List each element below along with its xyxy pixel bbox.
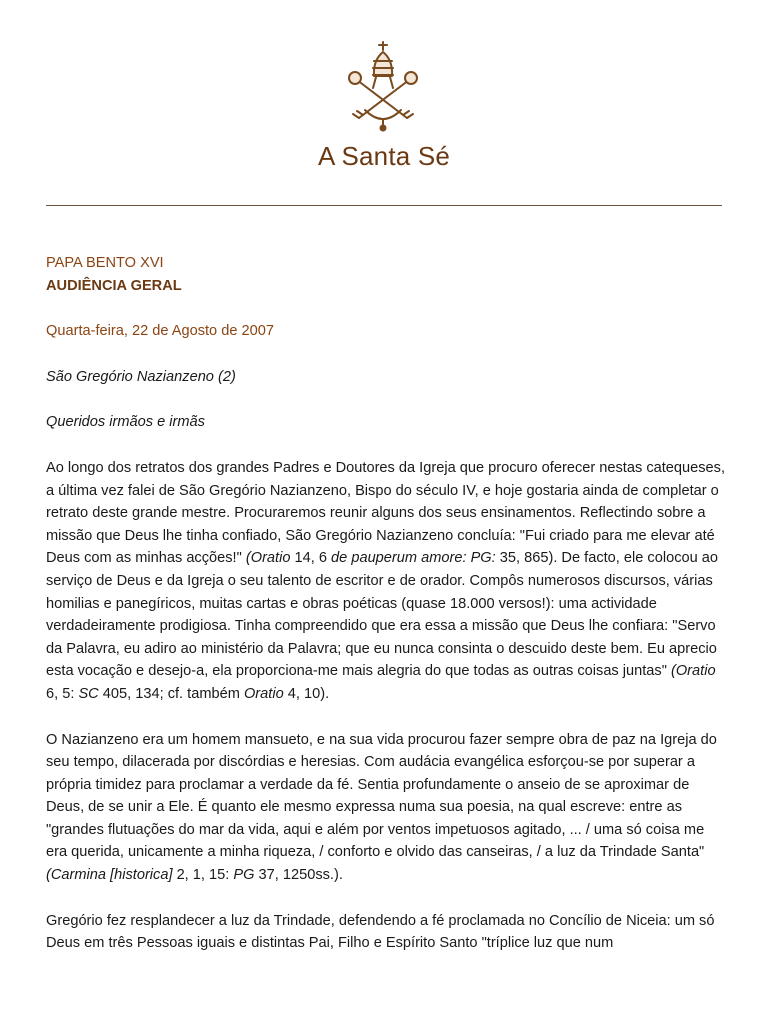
citation-italic: (Oratio [245,550,291,567]
citation-italic: PG [233,867,255,884]
citation-italic: (Carmina [historica] [46,867,173,884]
document-date: Quarta-feira, 22 de Agosto de 2007 [46,323,274,340]
citation-italic: SC [78,685,99,702]
document-subject: São Gregório Nazianzeno (2) [46,368,236,385]
site-title[interactable]: A Santa Sé [317,141,451,171]
papal-emblem-icon[interactable] [343,40,423,132]
citation-italic: de pauperum amore: PG: [331,550,496,567]
pope-name: PAPA BENTO XVI [46,255,164,271]
citation-italic: (Oratio [670,663,716,680]
header-divider [46,205,722,206]
citation-italic: Oratio [243,685,284,702]
paragraph-3: Gregório fez resplandecer a luz da Trindade, defendendo a fé proclamada no Concílio de Niceia: um só Deus em três Pessoas iguais e distintas Pai, Filho e Espírito Santo "tríplice luz que num [46,912,715,952]
paragraph-2: O Nazianzeno era um homem mansueto, e na sua vida procurou fazer sempre obra de paz na Igreja do seu tempo, dilacerada por discórdias e heresias. Com audácia evangélica esforçou-se por superar a própria timidez para proclamar a verdade da fé. Sentia profundamente o anseio de se aproximar de Deus, de se unir a Ele. É quanto ele mesmo expressa numa sua poesia, na qual escreve: entre as "grandes flutuações do mar da vida, aqui e além por ventos impetuosos agitado, ... / uma só coisa me era querida, unicamente a minha riqueza, / conforto e olvido das canseiras, / a luz da Trindade Santa" (Carmina [historica] 2, 1, 15: PG 37, 1250ss.). [46,731,717,884]
event-title: AUDIÊNCIA GERAL [46,277,182,294]
site-header [0,0,768,206]
greeting: Queridos irmãos e irmãs [46,414,205,431]
paragraph-1: Ao longo dos retratos dos grandes Padres e Doutores da Igreja que procuro oferecer nestas catequeses, a última vez falei de São Gregório Nazianzeno, Bispo do século IV, e hoje gostaria ainda de completar o retrato deste grande mestre. Procuraremos reunir alguns dos seus ensinamentos. Reflectindo sobre a missão que Deus lhe tinha confiado, São Gregório Nazianzeno concluía: "Fui criado para me elevar até Deus com as minhas acções!" (Oratio 14, 6 de pauperum amore: PG: 35, 865). De facto, ele colocou ao serviço de Deus e da Igreja o seu talento de escritor e de orador. Compôs numerosos discursos, várias homilias e panegíricos, muitas cartas e obras poéticas (quase 18.000 versos!): uma actividade verdadeiramente prodigiosa. Tinha compreendido que era essa a missão que Deus lhe confiara: "Servo da Palavra, eu adiro ao ministério da Palavra; que eu nunca consinta o descuido deste bem. Eu aprecio esta vocação e desejo-a, ela proporciona-me mais alegria do que todas as outras coisas juntas" (Oratio 6, 5: SC 405, 134; cf. também Oratio 4, 10). [46,459,726,702]
document-body [46,252,726,955]
